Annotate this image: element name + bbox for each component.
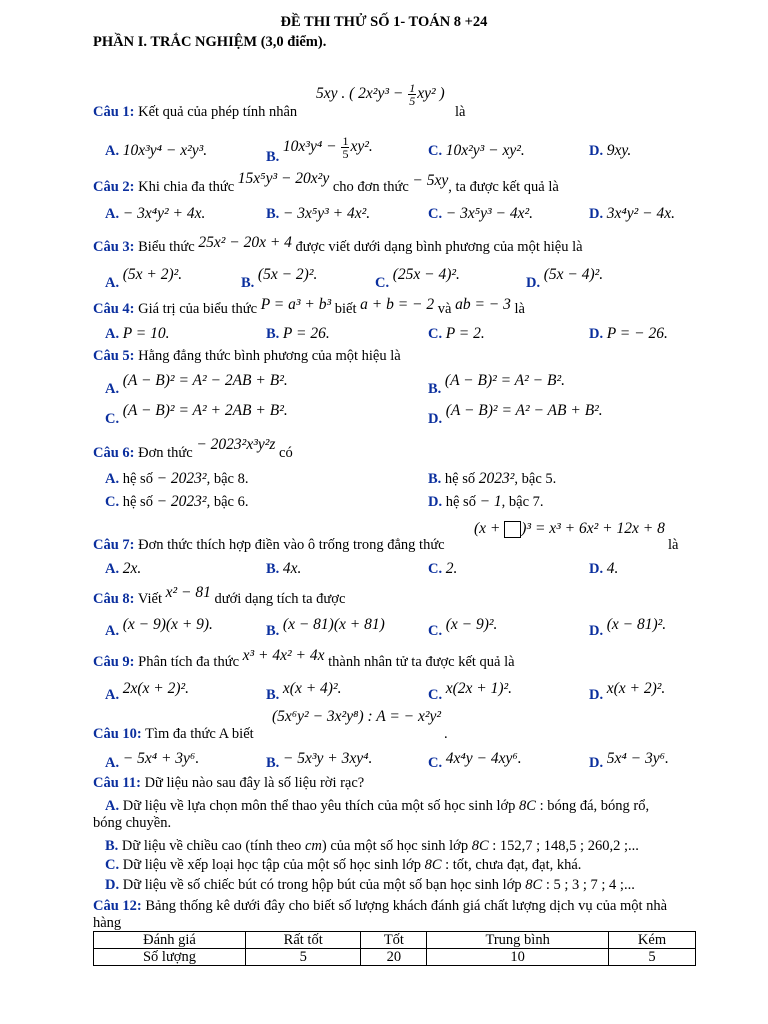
q7-stem: Câu 7: Đơn thức thích hợp điền vào ô trống trong đẳng thức [93, 537, 445, 553]
rating-table [93, 931, 696, 966]
q3-stem: Câu 3: Biểu thức 25x² − 20x + 4 được viết dưới dạng bình phương của một hiệu là [93, 234, 583, 255]
table-header-cell: Đánh giá [94, 932, 246, 949]
q8-option-a[interactable]: A. (x − 9)(x + 9). [105, 616, 213, 639]
q11-option-c[interactable]: C. Dữ liệu về xếp loại học tập của một số học sinh lớp 8C : tốt, chưa đạt, đạt, khá. [105, 857, 582, 873]
q8-option-c[interactable]: C. (x − 9)². [428, 616, 498, 639]
q1-label: Câu 1: [93, 104, 135, 120]
q2-option-c[interactable]: C. − 3x⁵y³ − 4x². [428, 205, 533, 222]
q6-option-d[interactable]: D. hệ số − 1, bậc 7. [428, 493, 544, 510]
q7-tail: là [668, 537, 679, 553]
q2-option-d[interactable]: D. 3x⁴y² − 4x. [589, 205, 675, 222]
q6-stem: Câu 6: Đơn thức − 2023²x³y²z có [93, 436, 293, 461]
q9-option-c[interactable]: C. x(2x + 1)². [428, 680, 513, 703]
q8-option-b[interactable]: B. (x − 81)(x + 81) [266, 616, 385, 639]
q9-option-a[interactable]: A. 2x(x + 2)². [105, 680, 190, 703]
q3-option-b[interactable]: B. (5x − 2)². [241, 266, 318, 291]
q7-blank-box [504, 521, 521, 538]
q5-option-d[interactable]: D. (A − B)² = A² − AB + B². [428, 402, 603, 427]
table-header-cell: Tốt [361, 932, 427, 949]
q12-stem: Câu 12: Bảng thống kê dưới đây cho biết số lượng khách đánh giá chất lượng dịch vụ của một nhà [93, 898, 668, 914]
exam-title: ĐỀ THI THỬ SỐ 1- TOÁN 8 +24 [280, 14, 488, 30]
q3-option-a[interactable]: A. (5x + 2)². [105, 266, 183, 291]
q1-option-d[interactable]: D. 9xy. [589, 142, 632, 159]
q5-option-a[interactable]: A. (A − B)² = A² − 2AB + B². [105, 372, 288, 397]
q8-stem: Câu 8: Viết x² − 81 dưới dạng tích ta được [93, 584, 346, 607]
q8-option-d[interactable]: D. (x − 81)². [589, 616, 667, 639]
q1-tail: là [455, 104, 466, 120]
table-row-label: Số lượng [94, 949, 246, 966]
q1-stem [93, 104, 297, 121]
table-cell: 5 [245, 949, 360, 966]
q7-equation: (x + )³ = x³ + 6x² + 12x + 8 [474, 520, 665, 537]
q5-stem: Câu 5: Hằng đẳng thức bình phương của một hiệu là [93, 348, 401, 364]
table-row [94, 949, 696, 966]
table-cell: 20 [361, 949, 427, 966]
q2-stem: Câu 2: Khi chia đa thức 15x⁵y³ − 20x²y cho đơn thức − 5xy, ta được kết quả là [93, 170, 559, 195]
q11-option-a-cont: bóng chuyền. [93, 815, 172, 831]
q10-option-c[interactable]: C. 4x⁴y − 4xy⁶. [428, 750, 522, 771]
q10-option-d[interactable]: D. 5x⁴ − 3y⁶. [589, 750, 669, 771]
q1-text: Kết quả của phép tính nhân [138, 104, 298, 120]
q11-option-d[interactable]: D. Dữ liệu về số chiếc bút có trong hộp bút của một số bạn học sinh lớp 8C : 5 ; 3 ; 7 ; 4 ;... [105, 877, 635, 893]
q10-stem: Câu 10: Tìm đa thức A biết [93, 726, 254, 742]
part-heading: PHẦN I. TRẮC NGHIỆM (3,0 điểm). [93, 34, 327, 50]
q6-option-b[interactable]: B. hệ số 2023², bậc 5. [428, 470, 557, 487]
q7-option-a[interactable]: A. 2x. [105, 560, 142, 577]
q9-option-d[interactable]: D. x(x + 2)². [589, 680, 666, 703]
q4-option-b[interactable]: B. P = 26. [266, 325, 330, 342]
q4-option-d[interactable]: D. P = − 26. [589, 325, 668, 342]
q10-option-a[interactable]: A. − 5x⁴ + 3y⁶. [105, 750, 200, 771]
q1-option-b[interactable]: B. 10x³y⁴ − $\frac{1}{5}$ xy². [266, 134, 373, 165]
q1-expression: 5xy . ( 2x²y³ − $\frac{1}{5}$ xy² ) [316, 81, 445, 108]
q3-option-c[interactable]: C. (25x − 4)². [375, 266, 460, 291]
table-cell: 5 [609, 949, 696, 966]
table-header-cell: Rất tốt [245, 932, 360, 949]
q11-stem: Câu 11: Dữ liệu nào sau đây là số liệu rời rạc? [93, 775, 365, 791]
table-header-cell: Trung bình [427, 932, 609, 949]
q1-fraction: $\frac{1}{5}$ [409, 81, 416, 108]
q4-stem: Câu 4: Giá trị của biểu thức P = a³ + b³ biết a + b = − 2 và ab = − 3 là [93, 296, 525, 317]
q10-option-b[interactable]: B. − 5x³y + 3xy⁴. [266, 750, 373, 771]
table-cell: 10 [427, 949, 609, 966]
q1-option-a[interactable]: A. 10x³y⁴ − x²y³. [105, 142, 208, 159]
q7-option-c[interactable]: C. 2. [428, 560, 458, 577]
q5-option-c[interactable]: C. (A − B)² = A² + 2AB + B². [105, 402, 288, 427]
q2-option-a[interactable]: A. − 3x⁴y² + 4x. [105, 205, 206, 222]
q9-stem: Câu 9: Phân tích đa thức x³ + 4x² + 4x thành nhân tử ta được kết quả là [93, 647, 515, 670]
q11-option-a[interactable]: A. Dữ liệu về lựa chọn môn thể thao yêu thích của một số học sinh lớp 8C : bóng đá, bóng rổ, [105, 798, 650, 814]
table-header-row [94, 932, 696, 949]
q9-option-b[interactable]: B. x(x + 4)². [266, 680, 342, 703]
q7-option-b[interactable]: B. 4x. [266, 560, 302, 577]
q3-option-d[interactable]: D. (5x − 4)². [526, 266, 604, 291]
q11-option-b[interactable]: B. Dữ liệu về chiều cao (tính theo cm) của một số học sinh lớp 8C : 152,7 ; 148,5 ; 260,2 ;... [105, 838, 639, 854]
q10-tail: . [444, 726, 448, 742]
q6-option-a[interactable]: A. hệ số − 2023², bậc 8. [105, 470, 249, 487]
q5-option-b[interactable]: B. (A − B)² = A² − B². [428, 372, 566, 397]
q2-option-b[interactable]: B. − 3x⁵y³ + 4x². [266, 205, 371, 222]
q12-stem-cont: hàng [93, 915, 122, 931]
q4-option-a[interactable]: A. P = 10. [105, 325, 170, 342]
q4-option-c[interactable]: C. P = 2. [428, 325, 485, 342]
q6-option-c[interactable]: C. hệ số − 2023², bậc 6. [105, 493, 249, 510]
q10-equation: (5x⁶y² − 3x²y⁸) : A = − x²y² [272, 708, 442, 725]
q7-option-d[interactable]: D. 4. [589, 560, 619, 577]
table-header-cell: Kém [609, 932, 696, 949]
q1-option-c[interactable]: C. 10x²y³ − xy². [428, 142, 525, 159]
